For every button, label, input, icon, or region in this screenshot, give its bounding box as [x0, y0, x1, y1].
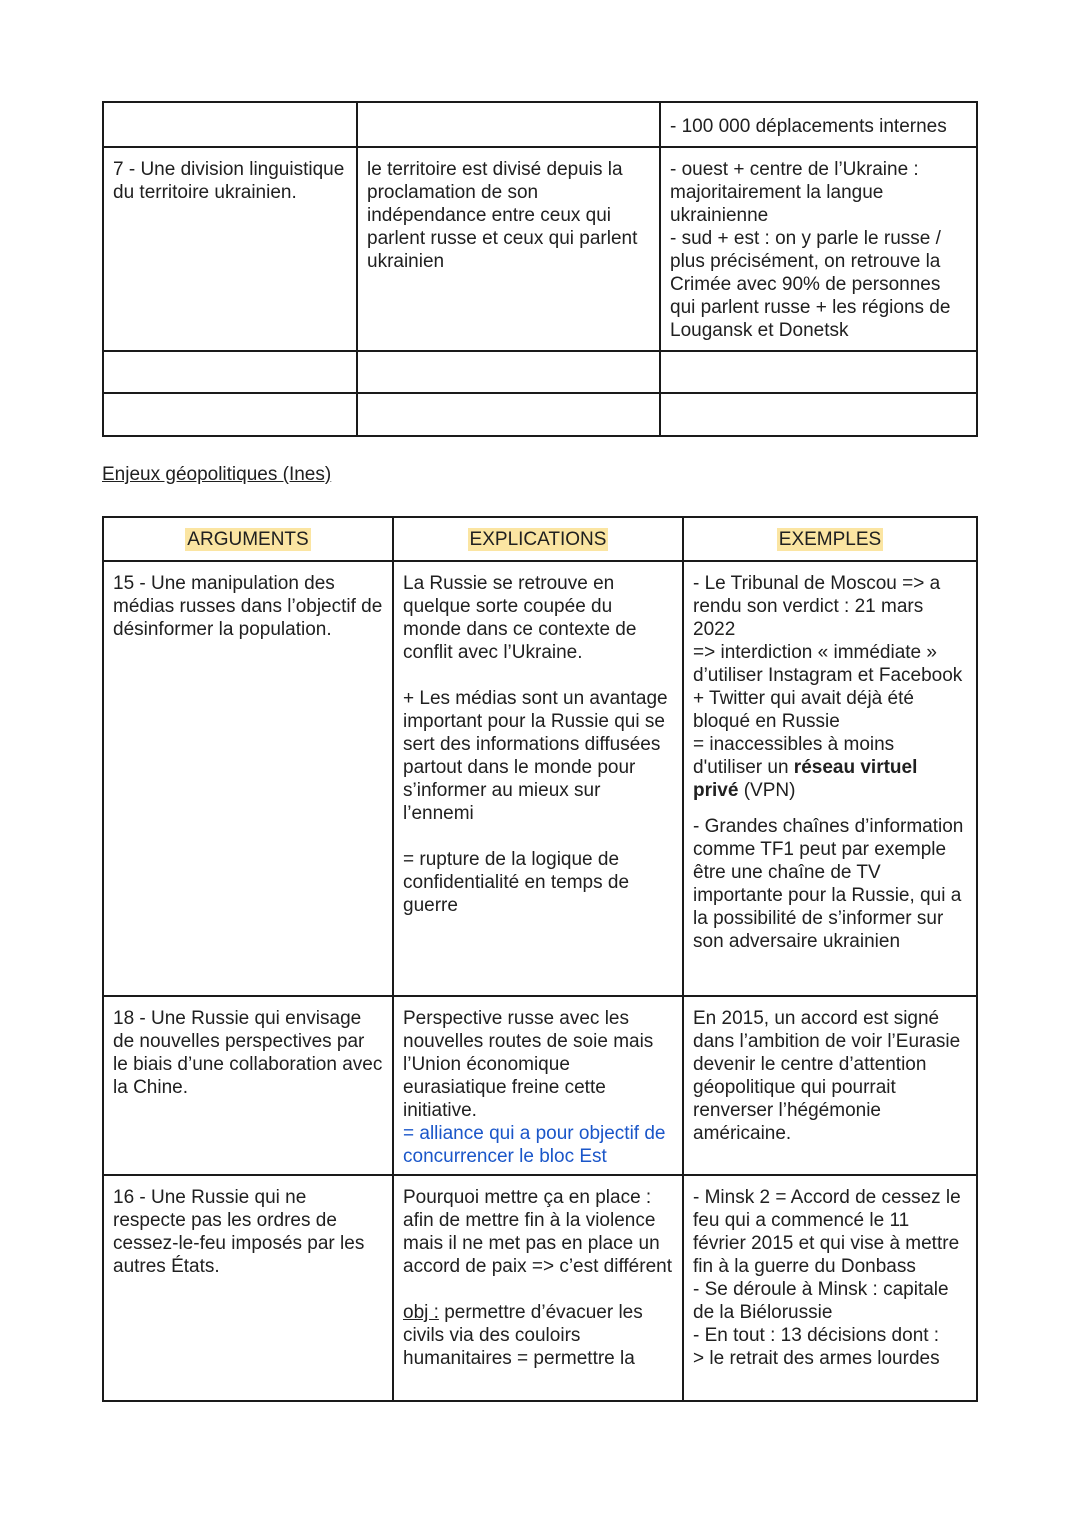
explanation-paragraph: Perspective russe avec les nouvelles routes de soie mais l’Union économique eurasiatique freine cette initiative. [403, 1008, 654, 1121]
explanation-block [394, 997, 682, 1172]
table-cell [683, 1175, 977, 1401]
explanation-paragraph: = rupture de la logique de confidentialité en temps de guerre [403, 849, 630, 916]
table-cell [103, 996, 393, 1175]
table-cell [683, 561, 977, 996]
example-text: = inaccessibles à moins d'utiliser un [693, 734, 895, 778]
header-cell [683, 517, 977, 561]
table-cell [103, 147, 357, 351]
example-block [661, 148, 976, 346]
example-line: - En tout : 13 décisions dont : [693, 1325, 940, 1346]
table-cell [660, 393, 977, 436]
table-cell [357, 102, 660, 147]
table-geopolitics [102, 516, 978, 1402]
table-cell [357, 147, 660, 351]
cell-text: - 100 000 déplacements internes [670, 116, 947, 137]
argument-text: 15 - Une manipulation des médias russes dans l’objectif de désinformer la population. [113, 573, 383, 640]
table-row [103, 147, 977, 351]
header-cell [393, 517, 683, 561]
table-cell [103, 393, 357, 436]
table-cell [660, 102, 977, 147]
vpn-term: réseau virtuel privé [693, 757, 918, 801]
example-line: - Grandes chaînes d’information comme TF1 peut par exemple être une chaîne de TV importante pour la Russie, qui a la possibilité de s’informer sur son adversaire ukrainien [693, 816, 964, 952]
argument-text: 7 - Une division linguistique du territoire ukrainien. [113, 159, 345, 203]
table-cell [660, 351, 977, 393]
example-text: (VPN) [738, 780, 796, 801]
example-line: - Le Tribunal de Moscou => a rendu son verdict : 21 mars 2022 [693, 573, 941, 640]
header-exemples: EXEMPLES [778, 528, 882, 550]
example-block [684, 1176, 976, 1374]
example-line: - Minsk 2 = Accord de cessez le feu qui a commencé le 11 février 2015 et qui vise à mettre fin à la guerre du Donbass [693, 1187, 961, 1277]
example-line: => interdiction « immédiate » d’utiliser Instagram et Facebook + Twitter qui avait déjà été bloqué en Russie [693, 642, 963, 732]
example-line [693, 733, 967, 802]
table-cell [393, 561, 683, 996]
header-arguments: ARGUMENTS [187, 528, 309, 550]
table-row [103, 1175, 977, 1401]
table-row [103, 996, 977, 1175]
explanation-paragraph: La Russie se retrouve en quelque sorte coupée du monde dans ce contexte de conflit avec l’Ukraine. [403, 573, 637, 663]
table-row [103, 561, 977, 996]
table-header-row [103, 517, 977, 561]
example-line: > le retrait des armes lourdes [693, 1348, 940, 1369]
table-cell [683, 996, 977, 1175]
explanation-paragraph [403, 1301, 673, 1370]
example-block [684, 562, 976, 957]
table-cell [103, 561, 393, 996]
table-cell [103, 1175, 393, 1401]
header-explications: EXPLICATIONS [469, 528, 607, 550]
table-row [103, 351, 977, 393]
explanation-block [394, 562, 682, 921]
table-cell [103, 102, 357, 147]
explanation-paragraph: + Les médias sont un avantage important pour la Russie qui se sert des informations diffusées partout dans le monde pour s’informer au mieux sur l’ennemi [403, 688, 668, 824]
table-cell [357, 393, 660, 436]
table-cell [103, 351, 357, 393]
table-row [103, 102, 977, 147]
table-cell [393, 996, 683, 1175]
example-line: - Se déroule à Minsk : capitale de la Biélorussie [693, 1279, 949, 1323]
example-text: En 2015, un accord est signé dans l’ambition de voir l’Eurasie devenir le centre d’attention géopolitique qui pourrait renverser l’hégémonie américaine. [693, 1008, 961, 1144]
table-cell [357, 351, 660, 393]
explanation-highlight: = alliance qui a pour objectif de concurrencer le bloc Est [403, 1123, 666, 1167]
table-cell [393, 1175, 683, 1401]
table-cell [660, 147, 977, 351]
explanation-paragraph: Pourquoi mettre ça en place : afin de mettre fin à la violence mais il ne met pas en place un accord de paix => c’est différent [403, 1187, 672, 1277]
explanation-text: le territoire est divisé depuis la proclamation de son indépendance entre ceux qui parlent russe et ceux qui parlent ukrainien [367, 159, 638, 272]
example-line: - sud + est : on y parle le russe / plus précisément, on retrouve la Crimée avec 90% de personnes qui parlent russe + les régions de Lougansk et Donetsk [670, 228, 951, 341]
example-line: - ouest + centre de l’Ukraine : majoritairement la langue ukrainienne [670, 159, 919, 226]
header-cell [103, 517, 393, 561]
objective-label: obj : [403, 1302, 439, 1323]
argument-text: 18 - Une Russie qui envisage de nouvelles perspectives par le biais d’une collaboration avec la Chine. [113, 1008, 383, 1098]
argument-text: 16 - Une Russie qui ne respecte pas les ordres de cessez-le-feu imposés par les autres États. [113, 1187, 365, 1277]
section-title: Enjeux géopolitiques (Ines) [102, 464, 332, 485]
table-row [103, 393, 977, 436]
table-linguistic [102, 101, 978, 437]
explanation-block [394, 1176, 682, 1374]
objective-text: permettre d’évacuer les civils via des couloirs humanitaires = permettre la [403, 1302, 643, 1369]
